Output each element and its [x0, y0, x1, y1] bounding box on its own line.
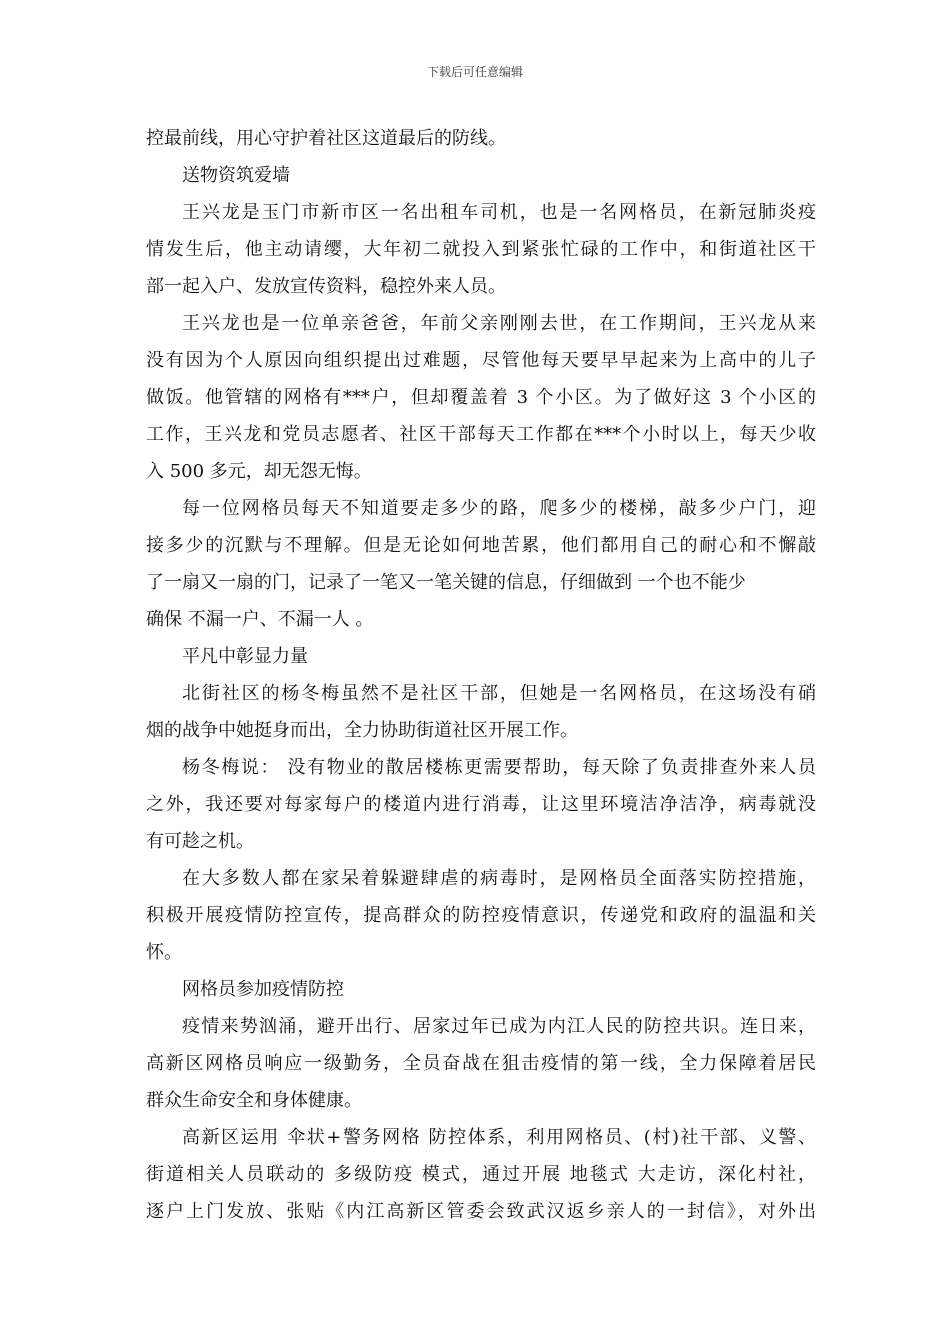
text-line: 烟的战争中她挺身而出，全力协助街道社区开展工作。 — [146, 720, 578, 741]
text-line: 每一位网格员每天不知道要走多少的路，爬多少的楼梯，敲多少户门，迎 — [182, 498, 816, 519]
text-line: 疫情来势汹涌，避开出行、居家过年已成为内江人民的防控共识。连日来， — [182, 1016, 816, 1037]
text-line: 积极开展疫情防控宣传，提高群众的防控疫情意识，传递党和政府的温温和关 — [146, 905, 816, 926]
text-line: 街道相关人员联动的 多级防疫 模式，通过开展 地毯式 大走访，深化村社， — [146, 1164, 816, 1185]
text-line: 网格员参加疫情防控 — [182, 979, 344, 1000]
text-line: 做饭。他管辖的网格有***户，但却覆盖着 3 个小区。为了做好这 3 个小区的 — [146, 387, 816, 408]
text-line: 怀。 — [146, 942, 182, 963]
text-line: 确保 不漏一户、不漏一人 。 — [146, 609, 374, 630]
text-line: 高新区网格员响应一级勤务，全员奋战在狙击疫情的第一线，全力保障着居民 — [146, 1053, 816, 1074]
text-line: 没有因为个人原因向组织提出过难题，尽管他每天要早早起来为上高中的儿子 — [146, 350, 816, 371]
text-line: 工作，王兴龙和党员志愿者、社区干部每天工作都在***个小时以上，每天少收 — [146, 424, 816, 445]
text-line: 接多少的沉默与不理解。但是无论如何地苦累，他们都用自己的耐心和不懈敲 — [146, 535, 816, 556]
text-line: 王兴龙是玉门市新市区一名出租车司机，也是一名网格员，在新冠肺炎疫 — [182, 202, 816, 223]
page-header: 下载后可任意编辑 — [426, 65, 523, 79]
text-line: 情发生后，他主动请缨，大年初二就投入到紧张忙碌的工作中，和街道社区干 — [146, 239, 816, 260]
text-line: 在大多数人都在家呆着躲避肆虐的病毒时，是网格员全面落实防控措施， — [182, 868, 816, 889]
text-line: 控最前线，用心守护着社区这道最后的防线。 — [146, 128, 506, 149]
text-line: 了一扇又一扇的门，记录了一笔又一笔关键的信息，仔细做到 一个也不能少 — [146, 572, 746, 593]
document-body — [146, 120, 816, 1230]
text-line: 逐户上门发放、张贴《内江高新区管委会致武汉返乡亲人的一封信》，对外出 — [146, 1201, 816, 1222]
text-line: 王兴龙也是一位单亲爸爸，年前父亲刚刚去世，在工作期间，王兴龙从来 — [182, 313, 816, 334]
text-line: 群众生命安全和身体健康。 — [146, 1090, 362, 1111]
text-line: 高新区运用 伞状+警务网格 防控体系，利用网格员、(村)社干部、义警、 — [182, 1127, 816, 1148]
text-line: 北街社区的杨冬梅虽然不是社区干部，但她是一名网格员，在这场没有硝 — [182, 683, 816, 704]
text-line: 平凡中彰显力量 — [182, 646, 308, 667]
text-line: 杨冬梅说： 没有物业的散居楼栋更需要帮助，每天除了负责排查外来人员 — [182, 757, 816, 778]
text-line: 送物资筑爱墙 — [182, 165, 290, 186]
text-line: 入 500 多元，却无怨无悔。 — [146, 461, 372, 482]
text-line: 之外，我还要对每家每户的楼道内进行消毒，让这里环境洁净洁净，病毒就没 — [146, 794, 816, 815]
text-line: 有可趁之机。 — [146, 831, 254, 852]
text-line: 部一起入户、发放宣传资料，稳控外来人员。 — [146, 276, 506, 297]
